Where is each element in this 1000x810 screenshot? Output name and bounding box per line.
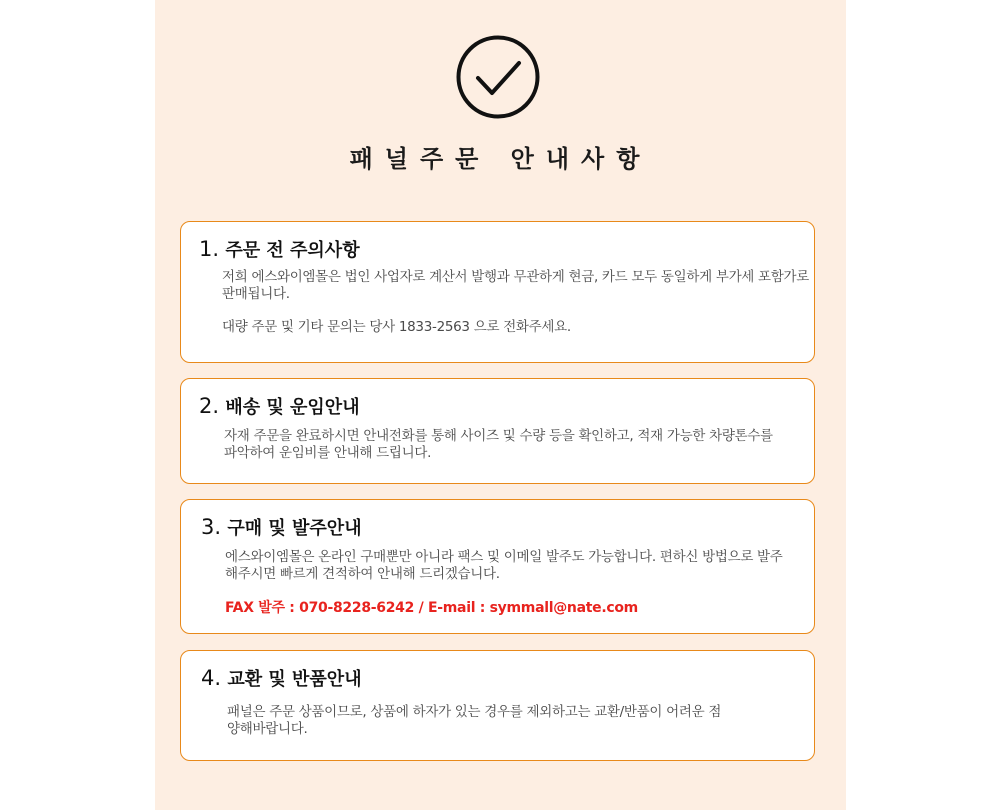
notice-card-order-precautions	[180, 221, 815, 363]
card-heading	[199, 236, 360, 262]
card-text-line: 대량 주문 및 기타 문의는 당사 1833-2563 으로 전화주세요.	[222, 319, 571, 335]
card-heading	[201, 665, 362, 691]
card-text-line: 파악하여 운임비를 안내해 드립니다.	[224, 445, 432, 461]
card-number: 4.	[201, 666, 222, 690]
card-text-line: 양해바랍니다.	[227, 721, 308, 737]
card-text-line: 패널은 주문 상품이므로, 상품에 하자가 있는 경우를 제외하고는 교환/반품이 어려운 점	[227, 704, 722, 720]
notice-card-purchase	[180, 499, 815, 634]
card-text-line: 자재 주문을 완료하시면 안내전화를 통해 사이즈 및 수량 등을 확인하고, 적재 가능한 차량톤수를	[224, 428, 773, 444]
fax-email-order-info: FAX 발주 : 070-8228-6242 / E-mail : symmall@nate.com	[225, 600, 638, 616]
card-number: 3.	[201, 515, 222, 539]
card-text-line: 에스와이엠몰은 온라인 구매뿐만 아니라 팩스 및 이메일 발주도 가능합니다. 편하신 방법으로 발주	[225, 549, 783, 565]
card-text-line: 저희 에스와이엠몰은 법인 사업자로 계산서 발행과 무관하게 현금, 카드 모두 동일하게 부가세 포함가로	[222, 269, 810, 285]
check-circle-icon	[456, 35, 540, 119]
page-title: 패널주문 안내사항	[349, 145, 652, 173]
card-body	[222, 269, 810, 336]
card-text-line: 해주시면 빠르게 견적하여 안내해 드리겠습니다.	[225, 566, 500, 582]
card-text-line: 판매됩니다.	[222, 286, 290, 302]
card-title: 배송 및 운임안내	[225, 397, 360, 418]
card-heading	[201, 514, 362, 540]
card-title: 주문 전 주의사항	[225, 240, 360, 261]
card-heading	[199, 393, 360, 419]
card-title: 교환 및 반품안내	[227, 669, 362, 690]
card-number: 2.	[199, 394, 220, 418]
card-body	[224, 428, 810, 462]
card-body	[225, 549, 810, 617]
notice-card-shipping	[180, 378, 815, 484]
card-title: 구매 및 발주안내	[227, 518, 362, 539]
card-body	[227, 704, 810, 738]
card-number: 1.	[199, 237, 220, 261]
notice-card-exchange-return	[180, 650, 815, 761]
